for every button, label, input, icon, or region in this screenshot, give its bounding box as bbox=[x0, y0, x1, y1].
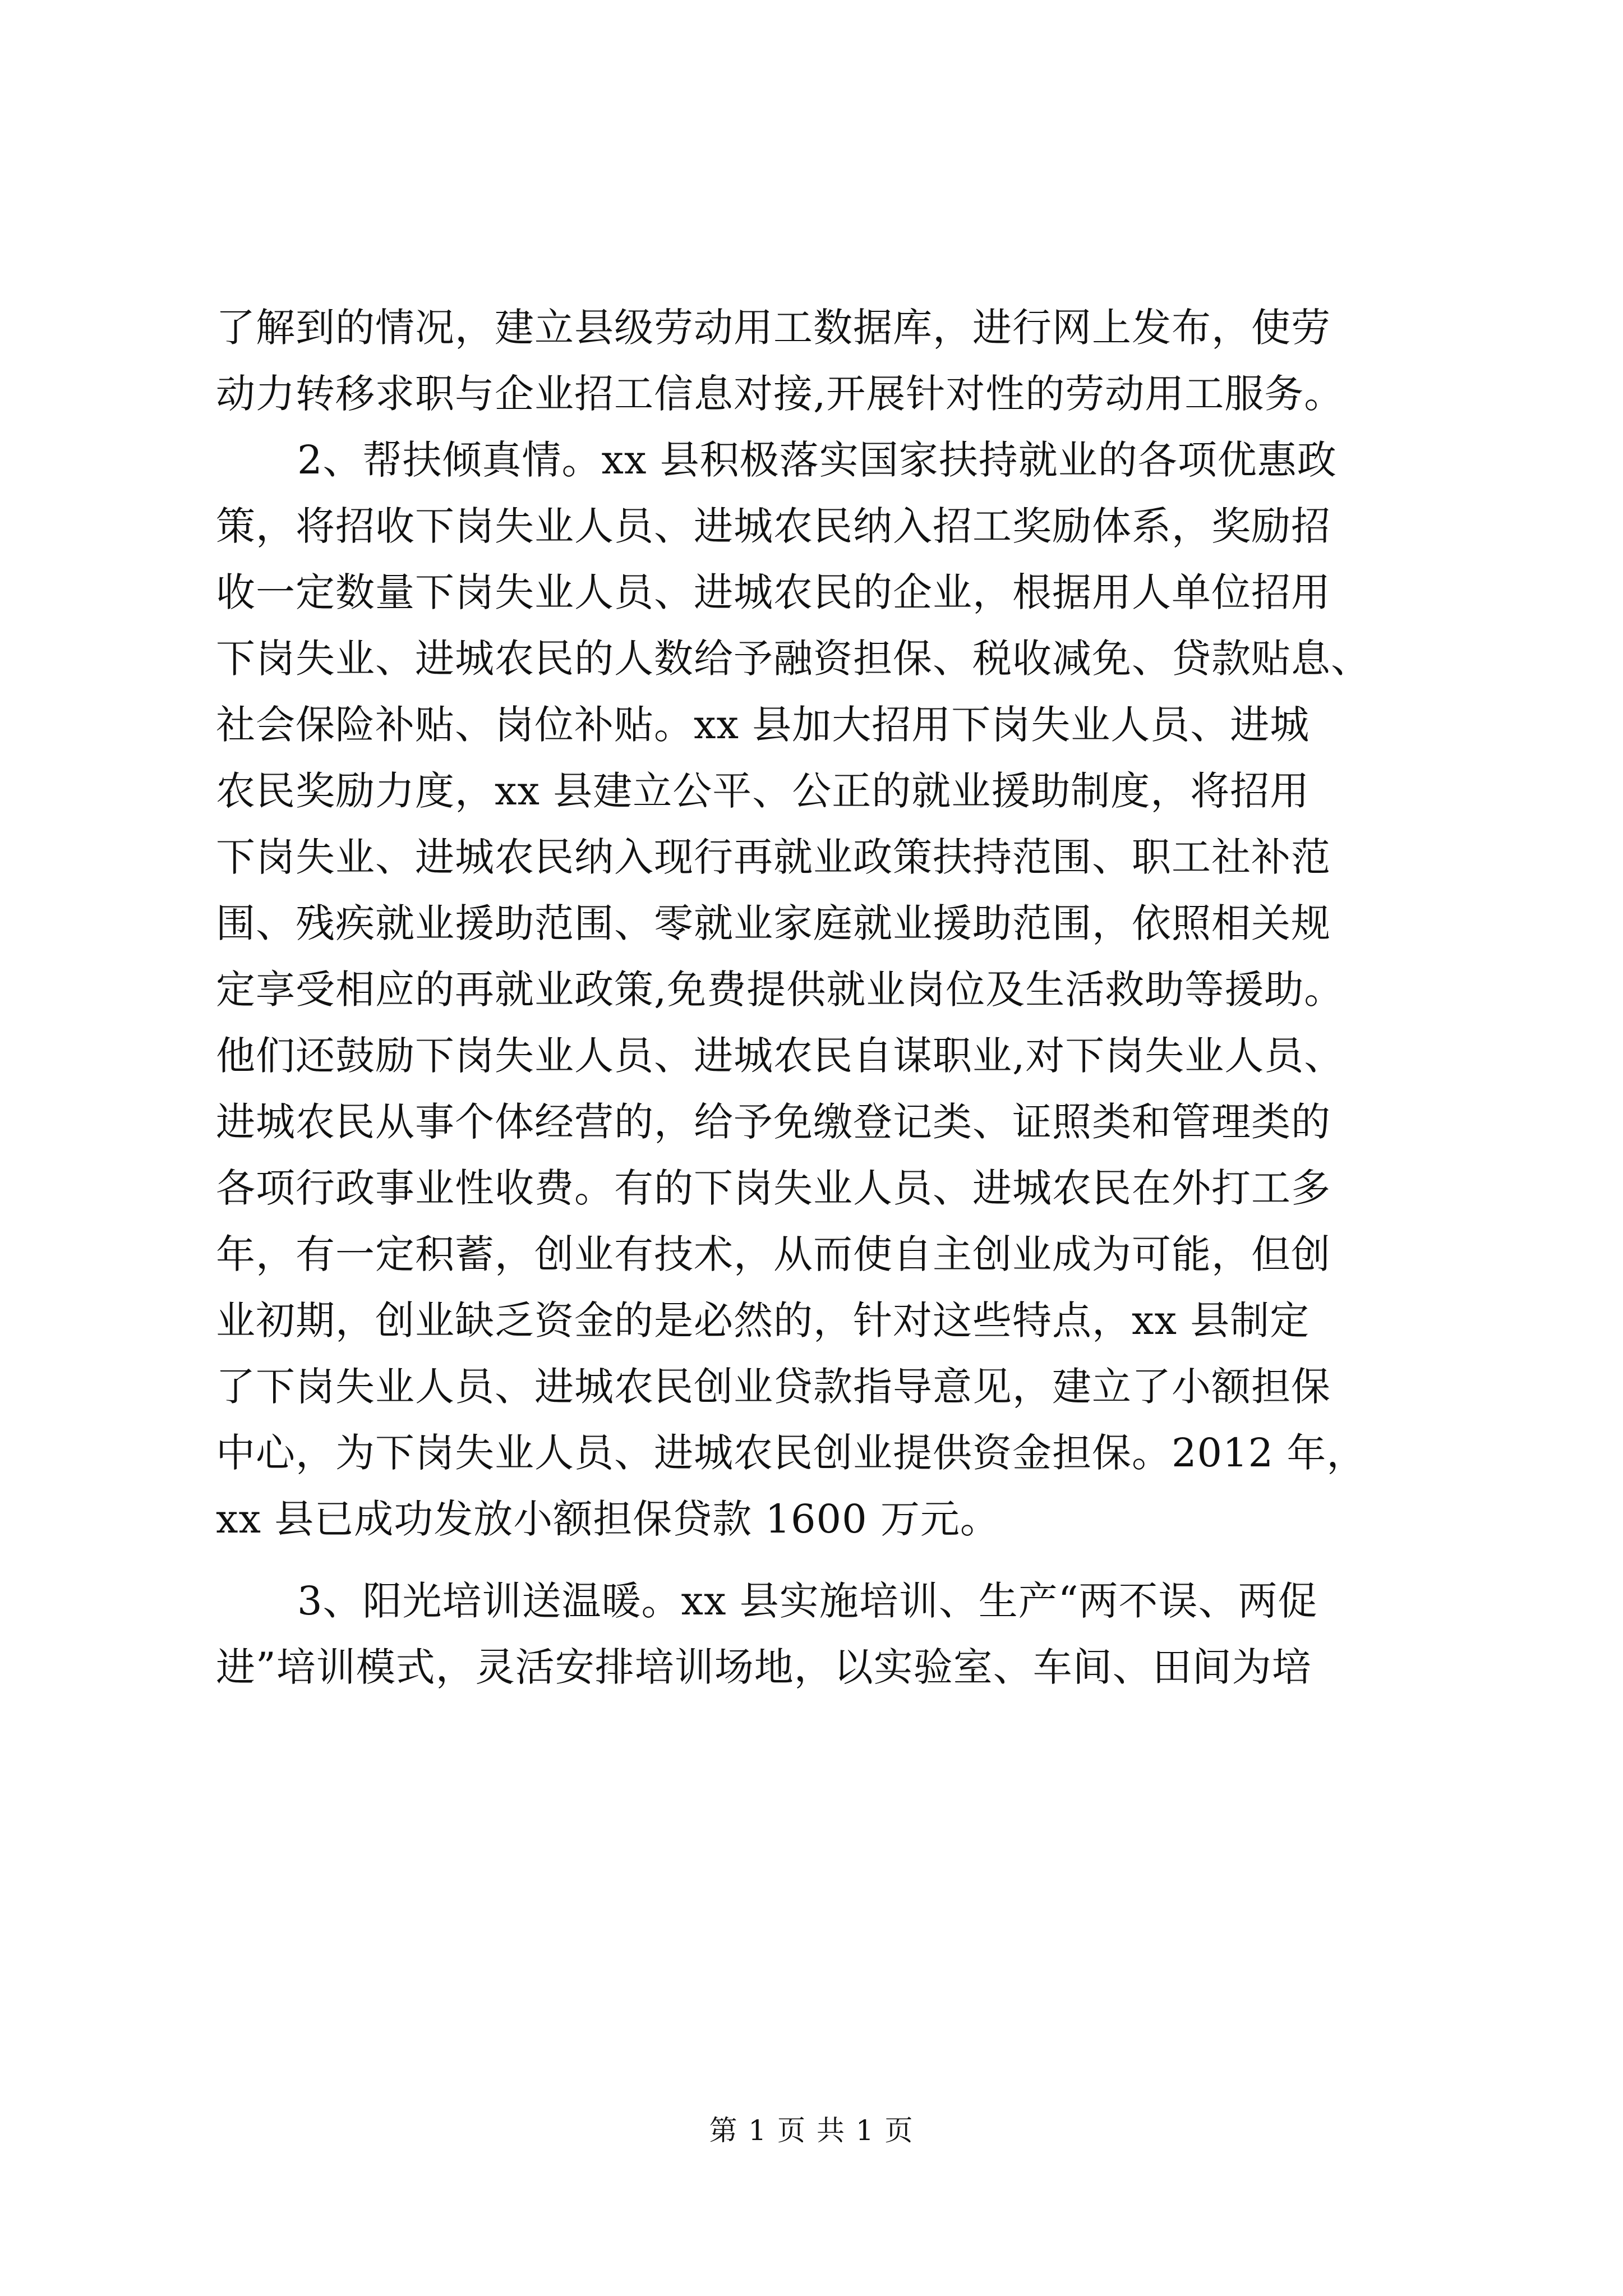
text-line: 进城农民从事个体经营的，给予免缴登记类、证照类和管理类的 bbox=[216, 1099, 1331, 1145]
text-line: 业初期，创业缺乏资金的是必然的，针对这些特点，xx 县制定 bbox=[216, 1297, 1310, 1343]
text-line: 了解到的情况，建立县级劳动用工数据库，进行网上发布，使劳 bbox=[216, 305, 1331, 351]
document-body bbox=[216, 295, 1427, 1700]
text-line: 社会保险补贴、岗位补贴。xx 县加大招用下岗失业人员、进城 bbox=[216, 702, 1310, 748]
paragraph-start-line: 3、阳光培训送温暖。xx 县实施培训、生产“两不误、两促 bbox=[297, 1578, 1318, 1624]
text-line: 下岗失业、进城农民纳入现行再就业政策扶持范围、职工社补范 bbox=[216, 834, 1331, 880]
text-line: 农民奖励力度，xx 县建立公平、公正的就业援助制度，将招用 bbox=[216, 768, 1310, 814]
text-line: 下岗失业、进城农民的人数给予融资担保、税收减免、贷款贴息、 bbox=[216, 636, 1371, 682]
text-line: 收一定数量下岗失业人员、进城农民的企业，根据用人单位招用 bbox=[216, 569, 1331, 615]
text-line: 各项行政事业性收费。有的下岗失业人员、进城农民在外打工多 bbox=[216, 1165, 1331, 1211]
text-line: 动力转移求职与企业招工信息对接,开展针对性的劳动用工服务。 bbox=[216, 371, 1344, 417]
text-line: 策，将招收下岗失业人员、进城农民纳入招工奖励体系，奖励招 bbox=[216, 503, 1331, 549]
text-line: 围、残疾就业援助范围、零就业家庭就业援助范围，依照相关规 bbox=[216, 900, 1331, 946]
text-line: 进”培训模式，灵活安排培训场地，以实验室、车间、田间为培 bbox=[216, 1644, 1312, 1690]
text-line: 年，有一定积蓄，创业有技术，从而使自主创业成为可能，但创 bbox=[216, 1231, 1331, 1277]
text-line: 了下岗失业人员、进城农民创业贷款指导意见，建立了小额担保 bbox=[216, 1364, 1331, 1410]
text-line: 定享受相应的再就业政策,免费提供就业岗位及生活救助等援助。 bbox=[216, 967, 1344, 1013]
paragraph-start-line: 2、帮扶倾真情。xx 县积极落实国家扶持就业的各项优惠政 bbox=[297, 437, 1337, 483]
page-footer: 第 1 页 共 1 页 bbox=[709, 2114, 914, 2147]
text-line: 他们还鼓励下岗失业人员、进城农民自谋职业,对下岗失业人员、 bbox=[216, 1033, 1344, 1079]
text-line: xx 县已成功发放小额担保贷款 1600 万元。 bbox=[216, 1496, 1000, 1542]
text-line: 中心，为下岗失业人员、进城农民创业提供资金担保。2012 年， bbox=[216, 1430, 1367, 1476]
